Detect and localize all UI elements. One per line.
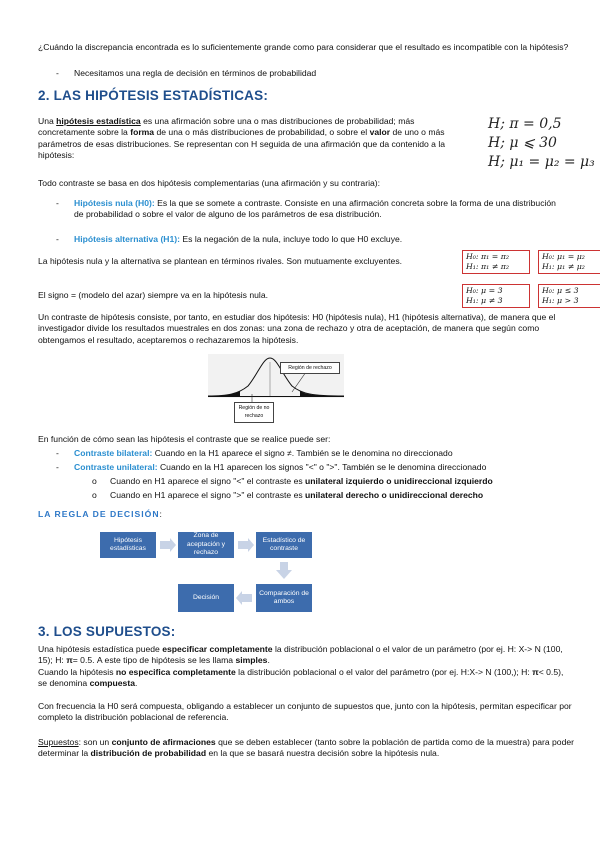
composite-hypothesis-text: Cuando la hipótesis no especifica completamente la distribución poblacional o el valor del parámetro (por ej. H:X-> N (100,); H: π< 0.5), se denomina compuesta. [38,667,564,689]
flow-arrows [100,524,330,616]
bilateral-label: Contraste bilateral: [74,448,153,458]
simple-hypothesis-text: Una hipótesis estadística puede especificar completamente la distribución poblacional o el valor de un parámetro (por ej. H: X-> N (100, 15); H: π= 0.5. A este tipo de hipótesis se les llama simples. [38,644,563,666]
flow-step-zona: Zona de aceptación y rechazo [178,532,234,558]
hyp-box-means: H₀: μ₁ = μ₂ H₁: μ₁ ≠ μ₂ [538,250,600,274]
arrow-down [276,562,292,579]
hyp-box-proportions: H₀: π₁ = π₂ H₁: π₁ ≠ π₂ [462,250,530,274]
sub-bullet-right: o Cuando en H1 aparece el signo ">" el contraste es unilateral derecho o unidireccional derecho [92,490,484,500]
sub-bullet-left: o Cuando en H1 aparece el signo "<" el contraste es unilateral izquierdo o unidireccional izquierdo [92,476,493,486]
arrow-left [236,591,252,605]
flow-step-comparacion: Comparación de ambos [256,584,312,612]
formula-1: H; π = 0,5 [488,116,562,132]
decision-flow-diagram [100,524,330,616]
unilateral-bullet: - Contraste unilateral: Cuando en la H1 aparecen los signos "<" o ">". También se le denomina direccionado [56,462,487,472]
h0-label: Hipótesis nula (H0): [74,198,155,208]
unilateral-label: Contraste unilateral: [74,462,158,472]
assumptions-definition: Supuestos: son un conjunto de afirmaciones que se deben establecer (tanto sobre la población de partida como de la muestra) para poder determinar la distribución de probabilidad en la que se basará nuestra decisión sobre la hipótesis nula. [38,737,575,759]
intro-bullet-text: Necesitamos una regla de decisión en términos de probabilidad [74,68,317,78]
contrast-definition: Un contraste de hipótesis consiste, por tanto, en estudiar dos hipótesis: H0 (hipótesis nula), H1 (hipótesis alternativa), de manera que el investigador divide los resultados muestrales en dos zonas: una zona de rechazo y otra de aceptación, de manera que según como obtengamos el resultado, aceptaremos o rechazaremos la hipótesis. [38,312,556,345]
h0-bullet: - Hipótesis nula (H0): Es la que se somete a contraste. Consiste en una afirmación concreta sobre la forma de una distribución de probabilidad o sobre el valor de alguno de los parámetros de esa distribución. [56,198,556,220]
contrast-types-intro: En función de cómo sean las hipótesis el contraste que se realice puede ser: [38,434,331,444]
section3-title: 3. LOS SUPUESTOS: [38,624,176,639]
flow-step-estadistico: Estadístico de contraste [256,532,312,558]
arrow-right-1 [160,538,176,552]
formula-block [488,115,595,172]
flow-step-decision: Decisión [178,584,234,612]
equal-sign-text: El signo = (modelo del azar) siempre va en la hipótesis nula. [38,290,269,300]
normal-distribution-figure [208,354,344,426]
rival-text: La hipótesis nula y la alternativa se plantean en términos rivales. Son mutuamente excluyentes. [38,256,403,266]
arrow-right-2 [238,538,254,552]
hypothesis-definition: Una hipótesis estadística es una afirmación sobre una o mas distribuciones de probabilidad; más concretamente sobre la forma de una o más distribuciones de probabilidad, o sobre el valor de uno o más parámetros de esas distribuciones. Se representan con H seguida de una afirmación que da contenido a la hipótesis: [38,116,446,161]
hyp-box-bilateral: H₀: μ = 3 H₁: μ ≠ 3 [462,284,530,308]
section2-title: 2. LAS HIPÓTESIS ESTADÍSTICAS: [38,88,269,103]
assumptions-intro: Con frecuencia la H0 será compuesta, obligando a establecer un conjunto de supuestos que, junto con la hipótesis, permitan especificar por completo la distribución poblacional de referencia. [38,701,572,723]
h1-label: Hipótesis alternativa (H1): [74,234,181,244]
hyp-box-unilateral: H₀: μ ≤ 3 H₁: μ > 3 [538,284,600,308]
complementary-text: Todo contraste se basa en dos hipótesis complementarias (una afirmación y su contraria): [38,178,381,188]
formula-3: H; μ₁ = μ₂ = μ₃ [488,154,595,170]
bilateral-bullet: - Contraste bilateral: Cuando en la H1 aparece el signo ≠. También se le denomina no direccionado [56,448,453,458]
formula-2: H; μ ⩽ 30 [488,135,557,151]
accept-region-label: Región de no rechazo [234,402,274,423]
flow-step-hipotesis: Hipótesis estadísticas [100,532,156,558]
intro-question: ¿Cuándo la discrepancia encontrada es lo suficientemente grande como para considerar que el resultado es incompatible con la hipótesis? [38,42,569,52]
supuestos-term: Supuestos [38,737,79,747]
reject-region-label: Región de rechazo [280,362,340,374]
regla-title: LA REGLA DE DECISIÓN: [38,509,163,519]
term-hipotesis: hipótesis estadística [56,116,141,126]
h1-bullet: - Hipótesis alternativa (H1): Es la negación de la nula, incluye todo lo que H0 excluye. [56,234,403,244]
